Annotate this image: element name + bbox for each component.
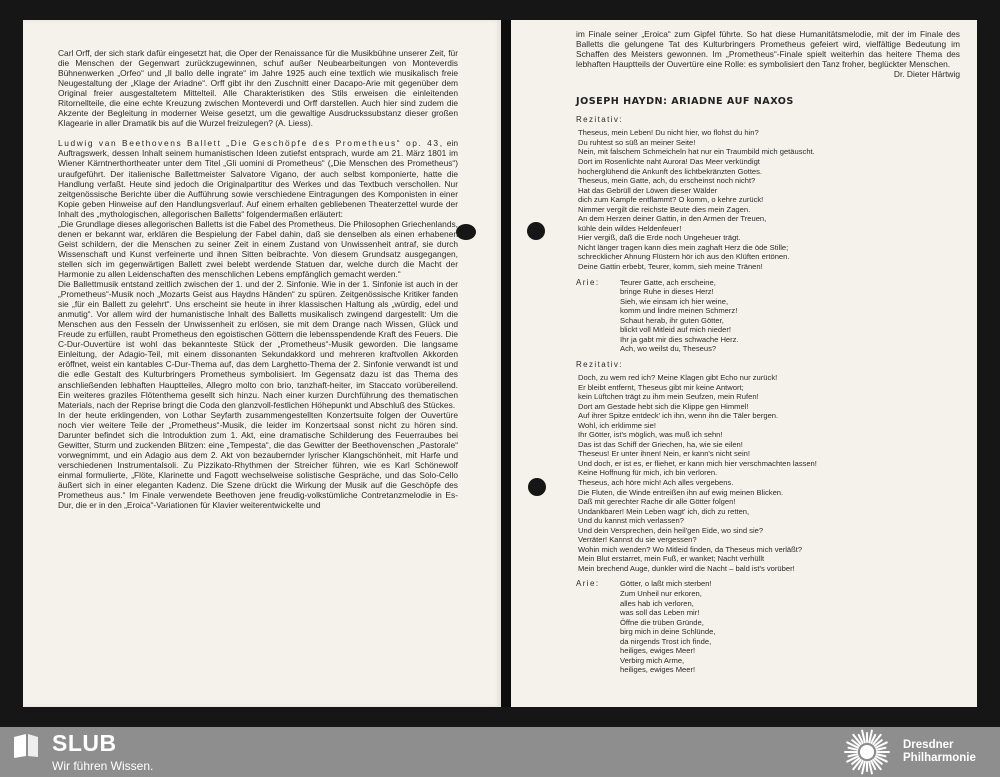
verse-line: da nirgends Trost ich finde, <box>620 636 712 646</box>
verse-line: Das ist das Schiff der Griechen, ha, wie sie eilen! <box>578 439 743 449</box>
verse-line: Nimmer vergilt die reichste Beute dies mein Zagen. <box>578 204 751 214</box>
partner-name-line2: Philharmonie <box>903 752 976 764</box>
punch-hole <box>527 222 545 240</box>
sunburst-ray <box>877 748 886 750</box>
verse-line: birg mich in deine Schlünde, <box>620 627 716 637</box>
verse-line: Und doch, er ist es, er fliehet, er kann mich hier verschmachten lassen! <box>578 458 817 468</box>
verse-line: Theseus, ach höre mich! Ach alles vergebens. <box>578 477 734 487</box>
paragraph-orff: Carl Orff, der sich stark dafür eingesetzt hat, die Oper der Renaissance für die Musikbühne unserer Zeit, für die Menschen der Gegenwart zurückzugewinnen, schuf außer Neubearbeitungen von Monteverdis Bühnenwerken „Orfeo“ und „Il ballo delle ingrate“ im Jahre 1925 auch eine textlich wie musikalisch freie Neugestaltung der „Klage der Ariadne“. Orff gibt ihr den Zuschnitt einer Dacapo-Arie mit gegenüber dem Original freier ausgestaltetem Mittelteil. Alle Charakteristiken des Stils erweisen die einleitenden Ritornellteile, die eine echte Kreuzung zwischen Monteverdi und Orff darstellen. Auch hier sind zudem die Akzente der Begleitung in moderner Weise gesetzt, um die gewaltige Ausdruckssubstanz dieser großen Klagearie in aller Dramatik bis auf die Wurzel freizulegen? (A. Liess). <box>58 48 458 129</box>
paragraph-prometheus-intro <box>58 138 458 218</box>
verse-line: Du ruhtest so süß an meiner Seite! <box>578 137 696 147</box>
verse-line: heiliges, ewiges Meer! <box>620 665 696 675</box>
verse-line: Wohin mich wenden? Wo Mitleid finden, da Theseus mich verläßt? <box>578 544 803 554</box>
slub-brand-name: SLUB <box>52 730 117 756</box>
verse-line: Dort am Gestade hebt sich die Klippe gen Himmel! <box>578 401 749 411</box>
verse-line: Hat das Gebrüll der Löwen dieser Wälder <box>578 185 718 195</box>
verse-line: Ihr Götter, ist's möglich, was muß ich sehn! <box>578 430 723 440</box>
verse-line: Daß mit gerechter Rache dir alle Götter folgen! <box>578 497 736 507</box>
partner-name-line1: Dresdner <box>903 739 954 751</box>
rezitativ-1-text <box>576 128 960 271</box>
paragraph-eroica-finale: im Finale seiner „Eroica“ zum Gipfel führte. So hat diese Humanitätsmelodie, mit der im Finale des Balletts die gelungene Tat des Kulturbringers Prometheus gefeiert wird, vielfältige Bedeutung im Schaffen des Meisters gewonnen. Im „Prometheus“-Finale spielt weiterhin das heitere Thema des lebhaften Hauptteils der Ouvertüre eine Rolle: es symbolisiert den Tanz froher, beglückter Menschen. <box>576 29 960 70</box>
punch-hole <box>456 224 476 240</box>
verse-line: dich zum Kampfe entflammt? O komm, o kehre zurück! <box>578 195 764 205</box>
slub-book-icon <box>12 733 40 759</box>
verse-line: Er bleibt entfernt, Theseus gibt mir keine Antwort; <box>578 382 744 392</box>
verse-line: kühle dein wildes Heldenfeuer! <box>578 223 682 233</box>
verse-line: schrecklicher Ahnung Flüstern hör ich aus den Klüften ertönen. <box>578 252 790 262</box>
arie-1 <box>576 278 960 354</box>
verse-line: Götter, o laßt mich sterben! <box>620 579 712 589</box>
arie-2-text <box>620 579 715 674</box>
verse-line: was soll das Leben mir! <box>620 608 700 618</box>
verse-line: Ach, wo weilst du, Theseus? <box>620 344 717 354</box>
verse-line: Wohl, ich erklimme sie! <box>578 420 656 430</box>
verse-line: Sieh, wie einsam ich hier weine, <box>620 296 729 306</box>
page-gutter <box>501 20 511 707</box>
rezitativ-2-text <box>576 373 960 573</box>
verse-line: Öffne die trüben Gründe, <box>620 617 704 627</box>
arie-2-label: Arie: <box>576 579 600 589</box>
verse-line: Verbirg mich Arme, <box>620 655 685 665</box>
verse-line: Keine Hoffnung für mich, ich bin verloren. <box>578 468 718 478</box>
philharmonie-sunburst-icon <box>843 728 891 776</box>
slub-tagline: Wir führen Wissen. <box>52 759 154 773</box>
verse-line: Mein brechend Auge, dunkler wird die Nacht – bald ist's vorüber! <box>578 563 795 573</box>
verse-line: Auf ihrer Spitze entdeck' ich ihn, wenn ihn die Täler bergen. <box>578 411 779 421</box>
verse-line: Ihr ja gabt mir dies schwache Herz. <box>620 334 739 344</box>
verse-line: Undankbarer! Mein Leben wagt' ich, dich zu retten, <box>578 506 750 516</box>
sunburst-ray <box>848 754 857 756</box>
footer-bar <box>0 727 1000 777</box>
sunburst-ray <box>848 748 857 750</box>
verse-line: Verräter! Kannst du sie vergessen? <box>578 535 697 545</box>
verse-line: kein Lüftchen trägt zu ihm mein Seufzen, mein Rufen! <box>578 392 759 402</box>
verse-line: Und dein Versprechen, dein heil'gen Eide, wo sind sie? <box>578 525 764 535</box>
verse-line: Hier vergiß, daß die Erde noch Ungeheuer trägt. <box>578 233 741 243</box>
dresdner-philharmonie-name <box>903 739 976 765</box>
verse-line: Deine Gattin erbebt, Teurer, komm, sieh meine Tränen! <box>578 261 763 271</box>
prometheus-work-title: Ludwig van Beethovens Ballett „Die Geschöpfe des Prometheus“ op. 43, <box>58 138 444 149</box>
verse-line: Nicht länger tragen kann dies mein zaghaft Herz die öde Stille; <box>578 242 789 252</box>
verse-line: Teurer Gatte, ach erscheine, <box>620 277 716 287</box>
verse-line: bringe Ruhe in dieses Herz! <box>620 287 714 297</box>
rezitativ-2-label: Rezitativ: <box>576 359 623 369</box>
paragraph-theaterzettel-quote: „Die Grundlage dieses allegorischen Balletts ist die Fabel des Prometheus. Die Philosophen Griechenlands, denen er bekannt war, erklären die Bespielung der Fabel dahin, daß sie denselben als einen erhabenen Geist schildern, der die Menschen zu seiner Zeit in einem Zustand von Unwissenheit antraf, sie durch Wissenschaft und Kunst verfeinerte und ihnen Sitten beibrachte. Von diesem Grundsatz ausgegangen, stellen sich im gegenwärtigen Ballett zwei belebt werdende Statuen dar, welche durch die Macht der Harmonie zu allen Leidenschaften des menschlichen Lebens empfänglich gemacht werden.“ <box>58 218 458 279</box>
right-text-column <box>576 29 960 675</box>
verse-line: komm und lindre meinen Schmerz! <box>620 306 738 316</box>
verse-line: hocherglühend die Ankunft des lichtbekränzten Gottes. <box>578 166 763 176</box>
verse-line: An dem Herzen deiner Gattin, in den Armen der Treuen, <box>578 214 767 224</box>
verse-line: Theseus! Er unter ihnen! Nein, er kann's nicht sein! <box>578 449 750 459</box>
prometheus-intro-text: ein Auftragswerk, dessen Inhalt seinem humanistischen Ideen zutiefst entsprach, wurde am 21. März 1801 im Wiener Kärntnerthortheater unter dem Titel „Gli uomini di Prometheus“ („Die Menschen des Prometheus“) uraufgeführt. Der italienische Ballettmeister Salvatore Vigano, der auch selbst komponierte, hatte die Handlung verfaßt. Heute sind jedoch die Originalpartitur des Werkes und das Textbuch verschollen. Nur zeitgenössische Berichte über die Aufführung sowie verschiedene Eintragungen des Komponisten in einer Kopie geben Hinweise auf den Handlungsverlauf. Auf einem erhalten gebliebenen Theaterzettel wurde der Inhalt des „mythologischen, allegorischen Balletts“ folgendermaßen erläutert: <box>58 138 458 219</box>
paragraph-ballettmusik: Die Ballettmusik entstand zeitlich zwischen der 1. und der 2. Sinfonie. Wie in der 1. Sinfonie ist auch in der „Prometheus“-Musik noch „Mozarts Geist aus Haydns Händen“ zu spüren. Zeitgenössische Kritiker fanden sie „für ein Ballett zu gelehrt“. Uns erscheint sie heute in ihrer klassischen Haltung als „würdig, edel und anmutig“. Vor allem wird der humanistische Inhalt des Balletts musikalisch zwingend dargestellt: Um die Menschen aus den Fesseln der Unwissenheit zu erlösen, sie mit dem Drange nach Wissen, Glück und Freude zu erfüllen, raubt Prometheus den egoistischen Göttern die lebensspendende Kraft des Feuers. Die C-Dur-Ouvertüre ist wohl das bekannteste Stück der „Prometheus“-Musik geworden. Die langsame Einleitung, der Adagio-Teil, mit einem dissonanten Sekundakkord und mehreren kraftvollen Akkorden eröffnet, weist ein kantables C-Dur-Thema auf, das dem Larghetto-Thema der 2. Sinfonie verwandt ist und die edle Gestalt des Kulturbringers Prometheus symbolisiert. Im Gegensatz dazu ist das Thema des anschließenden lebhaften Hauptteiles, Allegro molto con brio, tanzhaft-heiter, im Staccato vorübereilend. Ein weiteres graziles Flötenthema gesellt sich hinzu. Nach einer kurzen Durchführung des thematischen Materials, nach der Reprise bringt die Coda den glanzvoll-festlichen Höhepunkt und Abschluß des Stückes. <box>58 279 458 410</box>
arie-1-label: Arie: <box>576 277 600 287</box>
verse-line: Mein Blut erstarret, mein Fuß, er wanket; Nacht verhüllt <box>578 554 765 564</box>
arie-1-text <box>620 278 739 354</box>
verse-line: Und du kannst mich verlassen? <box>578 516 684 526</box>
verse-line: Dort im Rosenlichte naht Aurora! Das Meer verkündigt <box>578 156 760 166</box>
section-title-haydn: JOSEPH HAYDN: ARIADNE AUF NAXOS <box>576 96 794 108</box>
verse-line: Doch, zu wem red ich? Meine Klagen gibt Echo nur zurück! <box>578 372 778 382</box>
verse-line: Schaut herab, ihr guten Götter, <box>620 315 724 325</box>
verse-line: Zum Unheil nur erkoren, <box>620 588 702 598</box>
arie-2 <box>576 579 960 674</box>
paragraph-konzertsuite: In der heute erklingenden, von Lothar Seyfarth zusammengestellten Konzertsuite folgen der Ouvertüre noch vier weitere Teile der „Prometheus“-Musik, die leider im Konzertsaal sonst nicht zu hören sind. Darunter befindet sich die Introduktion zum 1. Akt, eine dramatische Schilderung des Feuerraubes bei Gewitter, Sturm und zuckenden Blitzen: eine „Tempesta“, die das Gewitter der Beethovenschen „Pastorale“ vorwegnimmt, und ein Adagio aus dem 2. Akt von bezaubernder lyrischer Klangschönheit, mit Harfe und verschiedenen Instrumentalsoli. Zu Pizzikato-Rhythmen der Streicher führen, wie es Karl Schönewolf einmal formulierte, „Flöte, Klarinette und Fagott wechselweise solistische Gespräche, und das Solo-Cello äußert sich in einer eleganten Kadenz. Die Szene drückt die Wirkung der Musik auf die Geschöpfe des Prometheus aus.“ Im Finale verwendete Beethoven jene freudig-volkstümliche Contretanzmelodie in Es-Dur, die er in den „Eroica“-Variationen für Klavier weiterentwickelte und <box>58 409 458 511</box>
verse-line: Theseus, mein Leben! Du nicht hier, wo flohst du hin? <box>578 128 759 138</box>
verse-line: Nein, mit falschem Schmeicheln hat nur ein Traumbild mich getäuscht. <box>578 147 815 157</box>
left-text-column <box>58 48 458 510</box>
verse-line: Die Fluten, die Winde entreißen ihn auf ewig meinen Blicken. <box>578 487 784 497</box>
verse-line: heiliges, ewiges Meer! <box>620 646 696 656</box>
verse-line: blickt voll Mitleid auf mich nieder! <box>620 325 731 335</box>
verse-line: alles hab ich verloren, <box>620 598 694 608</box>
verse-line: Theseus, mein Gatte, ach, du erscheinst noch nicht? <box>578 176 756 186</box>
author-signature: Dr. Dieter Härtwig <box>893 69 960 80</box>
sunburst-ray <box>877 754 886 756</box>
rezitativ-1-label: Rezitativ: <box>576 115 623 125</box>
punch-hole <box>528 478 546 496</box>
